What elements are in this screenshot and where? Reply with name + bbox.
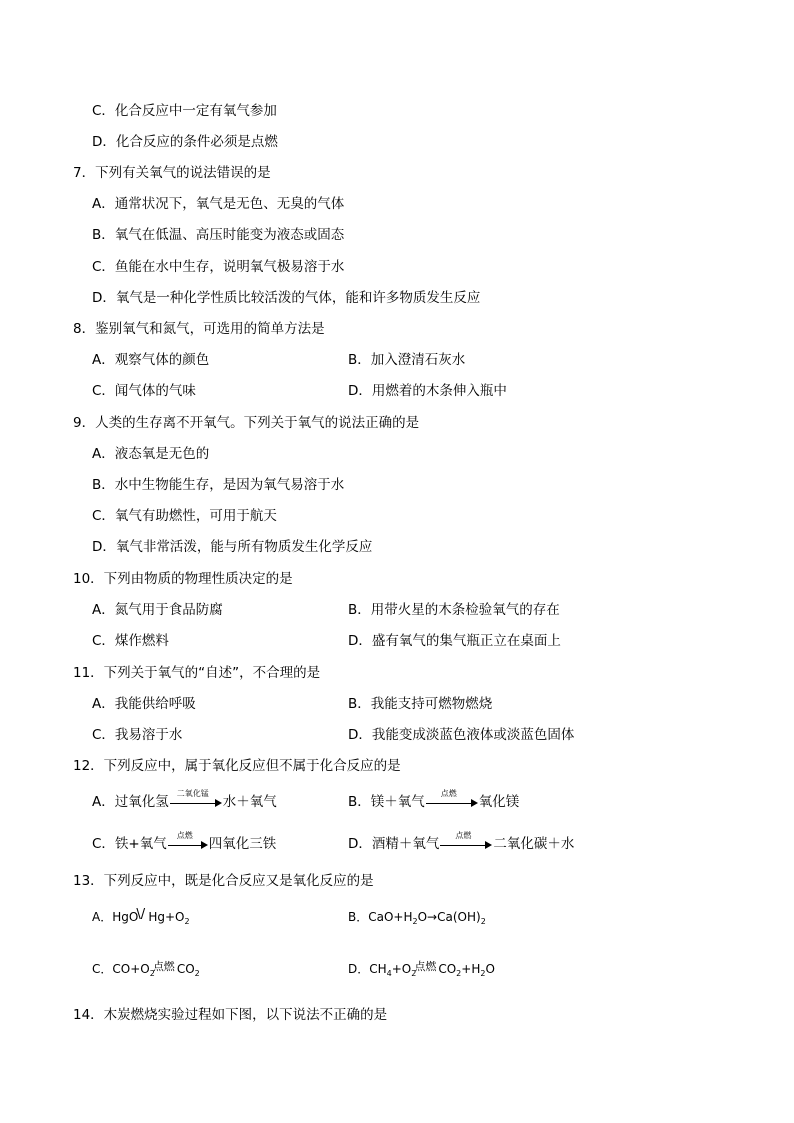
q8-option-b: B．加入澄清石灰水 <box>348 352 466 368</box>
option-letter: C． <box>92 836 115 852</box>
subscript: 2 <box>411 969 417 978</box>
q8-option-c: C．闻气体的气味 <box>92 383 196 399</box>
q9-option-b: B．水中生物能生存，是因为氧气易溶于水 <box>92 477 345 493</box>
q11-option-d: D．我能变成淡蓝色液体或淡蓝色固体 <box>348 727 575 743</box>
q7-option-c: C．鱼能在水中生存，说明氧气极易溶于水 <box>92 259 345 275</box>
q10-option-a: A．氮气用于食品防腐 <box>92 602 223 618</box>
reaction-arrow-icon: → <box>427 910 438 924</box>
q12-stem: 12．下列反应中，属于氧化反应但不属于化合反应的是 <box>73 758 401 774</box>
q6-option-d: D．化合反应的条件必须是点燃 <box>92 134 278 150</box>
q10-option-d: D．盛有氧气的集气瓶正立在桌面上 <box>348 633 561 649</box>
reaction-arrow-icon <box>168 831 208 853</box>
option-letter: B． <box>348 794 371 810</box>
q12-option-b <box>348 789 520 811</box>
subscript: 2 <box>149 969 155 978</box>
formula-part: O <box>485 962 495 976</box>
q11-option-c: C．我易溶于水 <box>92 727 183 743</box>
q10-option-b: B．用带火星的木条检验氧气的存在 <box>348 602 560 618</box>
q8-option-d: D．用燃着的木条伸入瓶中 <box>348 383 507 399</box>
formula-part: CH <box>369 962 387 976</box>
products: 二氧化碳＋水 <box>493 836 575 852</box>
condition-label: 点燃 <box>152 960 175 973</box>
q13-option-a: A．HgO \/ $Hg+O_2$ <box>92 907 190 926</box>
subscript: 2 <box>412 917 418 926</box>
subscript: 2 <box>480 917 486 926</box>
formula-part: O <box>417 910 428 924</box>
option-letter: C． <box>92 962 113 976</box>
q7-option-d: D．氧气是一种化学性质比较活泼的气体，能和许多物质发生反应 <box>92 290 481 306</box>
subscript: 2 <box>194 969 200 978</box>
formula-part: CaO+H <box>368 910 413 924</box>
option-letter: D． <box>348 836 372 852</box>
q11-stem: 11．下列关于氧气的“自述”，不合理的是 <box>73 665 321 681</box>
products: 水＋氧气 <box>222 794 277 810</box>
subscript: 2 <box>184 917 190 926</box>
subscript: 2 <box>480 969 486 978</box>
q7-stem: 7．下列有关氧气的说法错误的是 <box>73 165 271 181</box>
q11-option-b: B．我能支持可燃物燃烧 <box>348 696 493 712</box>
option-letter: D． <box>348 962 370 976</box>
q11-option-a: A．我能供给呼吸 <box>92 696 196 712</box>
reaction-arrow-icon <box>170 789 222 811</box>
q9-stem: 9．人类的生存离不开氧气。下列关于氧气的说法正确的是 <box>73 415 420 431</box>
q14-stem: 14．木炭燃烧实验过程如下图，以下说法不正确的是 <box>73 1007 388 1023</box>
q9-option-d: D．氧气非常活泼，能与所有物质发生化学反应 <box>92 539 373 555</box>
formula-part: CO+O <box>112 962 150 976</box>
reactants: 铁+氧气 <box>114 836 167 852</box>
option-letter: A． <box>92 910 113 924</box>
q13-option-c <box>92 960 200 983</box>
option-letter: B． <box>348 910 369 924</box>
option-letter: A． <box>92 794 115 810</box>
q9-option-a: A．液态氧是无色的 <box>92 446 210 462</box>
formula-part: CO <box>438 962 457 976</box>
formula-part: +H <box>461 962 481 976</box>
reaction-condition: 点燃 <box>440 789 457 798</box>
q7-option-a: A．通常状况下，氧气是无色、无臭的气体 <box>92 196 345 212</box>
condition-label: 点燃 <box>414 960 437 973</box>
reaction-condition: 二氧化锰 <box>176 789 209 798</box>
q7-option-b: B．氧气在低温、高压时能变为液态或固态 <box>92 227 345 243</box>
reaction-arrow-icon <box>426 789 478 811</box>
subscript: 4 <box>386 969 392 978</box>
q13-stem: 13．下列反应中，既是化合反应又是氧化反应的是 <box>73 873 374 889</box>
reaction-condition: 点燃 <box>176 831 193 840</box>
q10-option-c: C．煤作燃料 <box>92 633 169 649</box>
q12-option-c <box>92 831 277 853</box>
q10-stem: 10．下列由物质的物理性质决定的是 <box>73 571 293 587</box>
reaction-condition: 点燃 <box>455 831 472 840</box>
q13-option-b <box>348 908 486 931</box>
formula-part: CO <box>176 962 195 976</box>
products: 氧化镁 <box>478 794 520 810</box>
reactants: 镁＋氧气 <box>370 794 425 810</box>
reactants: 过氧化氢 <box>114 794 169 810</box>
q13-option-d <box>348 960 495 983</box>
reactants: 酒精＋氧气 <box>371 836 440 852</box>
subscript: 2 <box>456 969 462 978</box>
products: 四氧化三铁 <box>208 836 277 852</box>
reactant-formula: HgO <box>112 910 139 924</box>
q8-stem: 8．鉴别氧气和氮气，可选用的简单方法是 <box>73 321 325 337</box>
q12-option-a <box>92 789 277 811</box>
q6-option-c: C．化合反应中一定有氧气参加 <box>92 103 277 119</box>
formula-part: Ca(OH) <box>437 910 481 924</box>
product-formula: Hg+O <box>148 910 185 924</box>
formula-part: +O <box>391 962 412 976</box>
reaction-arrow-icon <box>440 831 492 853</box>
q8-option-a: A．观察气体的颜色 <box>92 352 210 368</box>
q12-option-d <box>348 831 575 853</box>
q9-option-c: C．氧气有助燃性，可用于航天 <box>92 508 277 524</box>
